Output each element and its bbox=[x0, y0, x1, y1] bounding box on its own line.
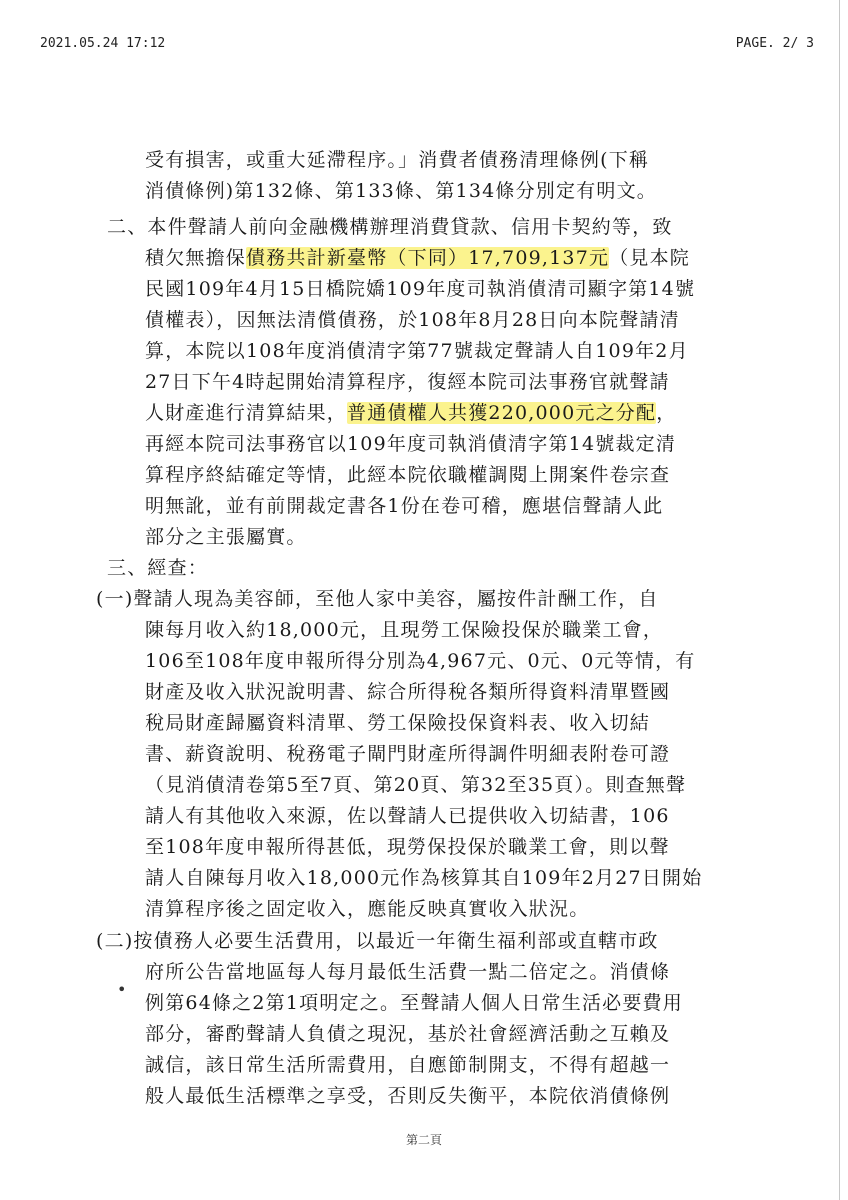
text-line bbox=[145, 708, 650, 738]
line-text: 部分之主張屬實。 bbox=[145, 526, 307, 548]
line-text: 積欠無擔保 bbox=[145, 247, 247, 269]
line-text: (二)按債務人必要生活費用，以最近一年衛生福利部或直轄市政 bbox=[96, 930, 659, 952]
text-line bbox=[145, 522, 307, 552]
text-line bbox=[145, 1081, 670, 1111]
text-line bbox=[145, 491, 663, 521]
line-text: 三、經查： bbox=[107, 557, 209, 579]
text-line bbox=[145, 677, 670, 707]
line-text: 請人自陳每月收入18,000元作為核算其自109年2月27日開始 bbox=[145, 867, 703, 889]
line-text: 明無訛，並有前開裁定書各1份在卷可稽，應堪信聲請人此 bbox=[145, 495, 664, 517]
margin-mark: • bbox=[117, 980, 127, 999]
fax-page-indicator: PAGE. 2/ 3 bbox=[735, 36, 814, 51]
text-line bbox=[107, 553, 208, 583]
text-line bbox=[145, 176, 657, 206]
line-text: 至108年度申報所得甚低，現勞保投保於職業工會，則以聲 bbox=[145, 836, 670, 858]
line-text: 二、本件聲請人前向金融機構辦理消費貸款、信用卡契約等，致 bbox=[107, 216, 673, 238]
highlighted-text: 普通債權人共獲220,000元之分配 bbox=[347, 402, 657, 424]
text-line bbox=[145, 367, 670, 397]
line-text: 106至108年度申報所得分別為4,967元、0元、0元等情，有 bbox=[145, 650, 696, 672]
line-text: (一)聲請人現為美容師，至他人家中美容，屬按件計酬工作，自 bbox=[96, 588, 659, 610]
line-text: 部分，審酌聲請人負債之現況，基於社會經濟活動之互賴及 bbox=[145, 1023, 671, 1045]
text-line bbox=[145, 832, 670, 862]
text-line bbox=[145, 739, 670, 769]
line-text: 陳每月收入約18,000元，且現勞工保險投保於職業工會， bbox=[145, 619, 664, 641]
page-edge-line bbox=[839, 0, 840, 1200]
line-text: 請人有其他收入來源，佐以聲請人已提供收入切結書，106 bbox=[145, 805, 670, 827]
fax-timestamp: 2021.05.24 17:12 bbox=[40, 36, 166, 51]
line-text: 民國109年4月15日橋院嬌109年度司執消債清司顯字第14號 bbox=[145, 278, 696, 300]
fax-header bbox=[40, 36, 814, 54]
line-text: 27日下午4時起開始清算程序，復經本院司法事務官就聲請 bbox=[145, 371, 670, 393]
line-text: 債權表），因無法清償債務，於108年8月28日向本院聲請清 bbox=[145, 309, 680, 331]
text-line bbox=[145, 770, 686, 800]
line-text: （見本院 bbox=[609, 247, 691, 269]
text-line bbox=[145, 336, 689, 366]
line-text: ， bbox=[656, 402, 677, 424]
text-line bbox=[145, 646, 696, 676]
text-line bbox=[145, 429, 676, 459]
text-line bbox=[145, 863, 702, 893]
line-text: （見消債清卷第5至7頁、第20頁、第32至35頁）。則查無聲 bbox=[145, 774, 687, 796]
line-text: 再經本院司法事務官以109年度司執消債清字第14號裁定清 bbox=[145, 433, 677, 455]
line-text: 人財產進行清算結果， bbox=[145, 402, 348, 424]
text-line bbox=[145, 305, 680, 335]
line-text: 稅局財產歸屬資料清單、勞工保險投保資料表、收入切結 bbox=[145, 712, 651, 734]
text-line bbox=[96, 584, 659, 614]
line-text: 財產及收入狀況說明書、綜合所得稅各類所得資料清單暨國 bbox=[145, 681, 671, 703]
text-line bbox=[145, 243, 690, 273]
text-line bbox=[145, 460, 670, 490]
text-line bbox=[145, 615, 663, 645]
text-line bbox=[145, 398, 676, 428]
highlighted-text: 債務共計新臺幣（下同）17,709,137元 bbox=[246, 247, 610, 269]
text-line bbox=[145, 957, 670, 987]
text-line bbox=[107, 212, 673, 242]
line-text: 例第64條之2第1項明定之。至聲請人個人日常生活必要費用 bbox=[145, 992, 683, 1014]
text-line bbox=[145, 274, 695, 304]
text-line bbox=[145, 145, 649, 175]
text-line bbox=[145, 1019, 670, 1049]
line-text: 清算程序後之固定收入，應能反映真實收入狀況。 bbox=[145, 898, 590, 920]
text-line bbox=[96, 926, 659, 956]
text-line bbox=[145, 1050, 670, 1080]
line-text: 算，本院以108年度消債清字第77號裁定聲請人自109年2月 bbox=[145, 340, 689, 362]
line-text: 受有損害，或重大延滯程序。」消費者債務清理條例(下稱 bbox=[145, 149, 650, 171]
line-text: 般人最低生活標準之享受，否則反失衡平，本院依消債條例 bbox=[145, 1085, 671, 1107]
line-text: 算程序終結確定等情，此經本院依職權調閱上開案件卷宗查 bbox=[145, 464, 671, 486]
text-line bbox=[145, 801, 670, 831]
text-line bbox=[145, 988, 683, 1018]
page-footer: 第二頁 bbox=[405, 1133, 442, 1147]
text-line bbox=[145, 894, 589, 924]
line-text: 消債條例)第132條、第133條、第134條分別定有明文。 bbox=[145, 180, 658, 202]
line-text: 府所公告當地區每人每月最低生活費一點二倍定之。消債條 bbox=[145, 961, 671, 983]
line-text: 書、薪資說明、稅務電子閘門財產所得調件明細表附卷可證 bbox=[145, 743, 671, 765]
line-text: 誠信，該日常生活所需費用，自應節制開支，不得有超越一 bbox=[145, 1054, 671, 1076]
